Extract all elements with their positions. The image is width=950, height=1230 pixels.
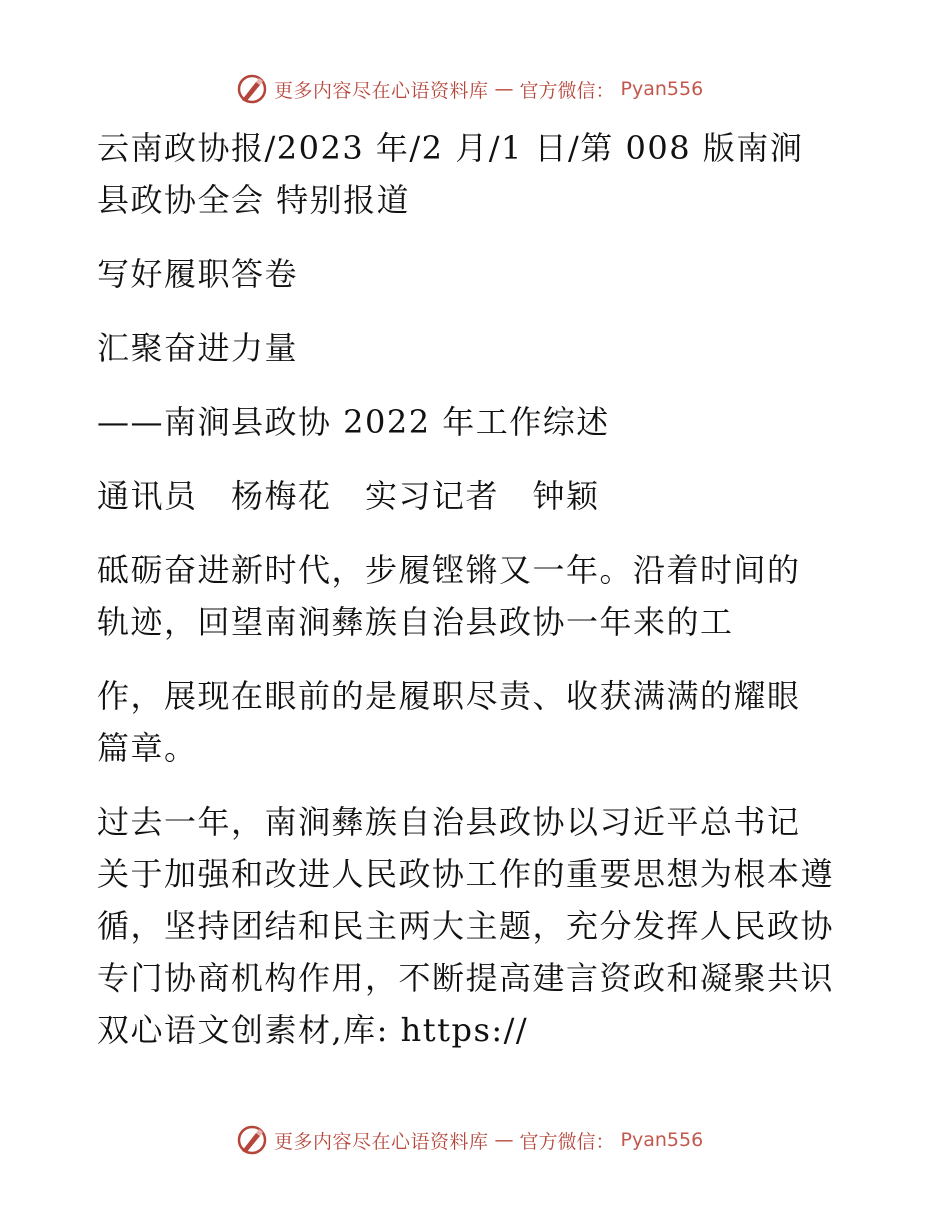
article-title-line-2 bbox=[97, 322, 857, 374]
watermark-wechat-id: Pyan556 bbox=[620, 78, 704, 100]
article-body bbox=[97, 122, 857, 1056]
watermark-footer bbox=[236, 1123, 703, 1157]
text-line: 双心语文创素材,库: https:// bbox=[97, 1011, 529, 1049]
pen-circle-icon bbox=[236, 73, 268, 105]
watermark-wechat-label: 官方微信： bbox=[519, 1130, 615, 1153]
text-line: 过去一年，南涧彝族自治县政协以习近平总书记 bbox=[97, 803, 801, 841]
text-line: ——南涧县政协 2022 年工作综述 bbox=[97, 403, 610, 441]
watermark-wechat-label: 官方微信： bbox=[519, 79, 615, 102]
text-line: 作，展现在眼前的是履职尽责、收获满满的耀眼 bbox=[97, 677, 801, 715]
text-line: 写好履职答卷 bbox=[97, 255, 299, 293]
article-paragraph bbox=[97, 544, 857, 648]
watermark-text: 更多内容尽在心语资料库 bbox=[274, 79, 489, 102]
text-line: 汇聚奋进力量 bbox=[97, 329, 299, 367]
text-line: 砥砺奋进新时代，步履铿锵又一年。沿着时间的 bbox=[97, 551, 801, 589]
text-line: 县政协全会 特别报道 bbox=[97, 181, 411, 219]
text-line: 云南政协报/2023 年/2 月/1 日/第 008 版南涧 bbox=[97, 129, 804, 167]
article-paragraph bbox=[97, 796, 857, 1056]
watermark-separator: — bbox=[494, 78, 514, 100]
watermark-header bbox=[236, 72, 703, 106]
text-line: 专门协商机构作用，不断提高建言资政和凝聚共识 bbox=[97, 959, 835, 997]
text-line: 循，坚持团结和民主两大主题，充分发挥人民政协 bbox=[97, 907, 835, 945]
article-byline bbox=[97, 470, 857, 522]
watermark-text: 更多内容尽在心语资料库 bbox=[274, 1130, 489, 1153]
watermark-wechat-id: Pyan556 bbox=[620, 1129, 704, 1151]
article-paragraph bbox=[97, 670, 857, 774]
pen-circle-icon bbox=[236, 1124, 268, 1156]
watermark-separator: — bbox=[494, 1129, 514, 1151]
article-title-line-1 bbox=[97, 248, 857, 300]
article-subtitle bbox=[97, 396, 857, 448]
article-source-line bbox=[97, 122, 857, 226]
text-line: 篇章。 bbox=[97, 729, 198, 767]
text-line: 关于加强和改进人民政协工作的重要思想为根本遵 bbox=[97, 855, 835, 893]
text-line: 通讯员 杨梅花 实习记者 钟颖 bbox=[97, 477, 600, 515]
text-line: 轨迹，回望南涧彝族自治县政协一年来的工 bbox=[97, 603, 734, 641]
